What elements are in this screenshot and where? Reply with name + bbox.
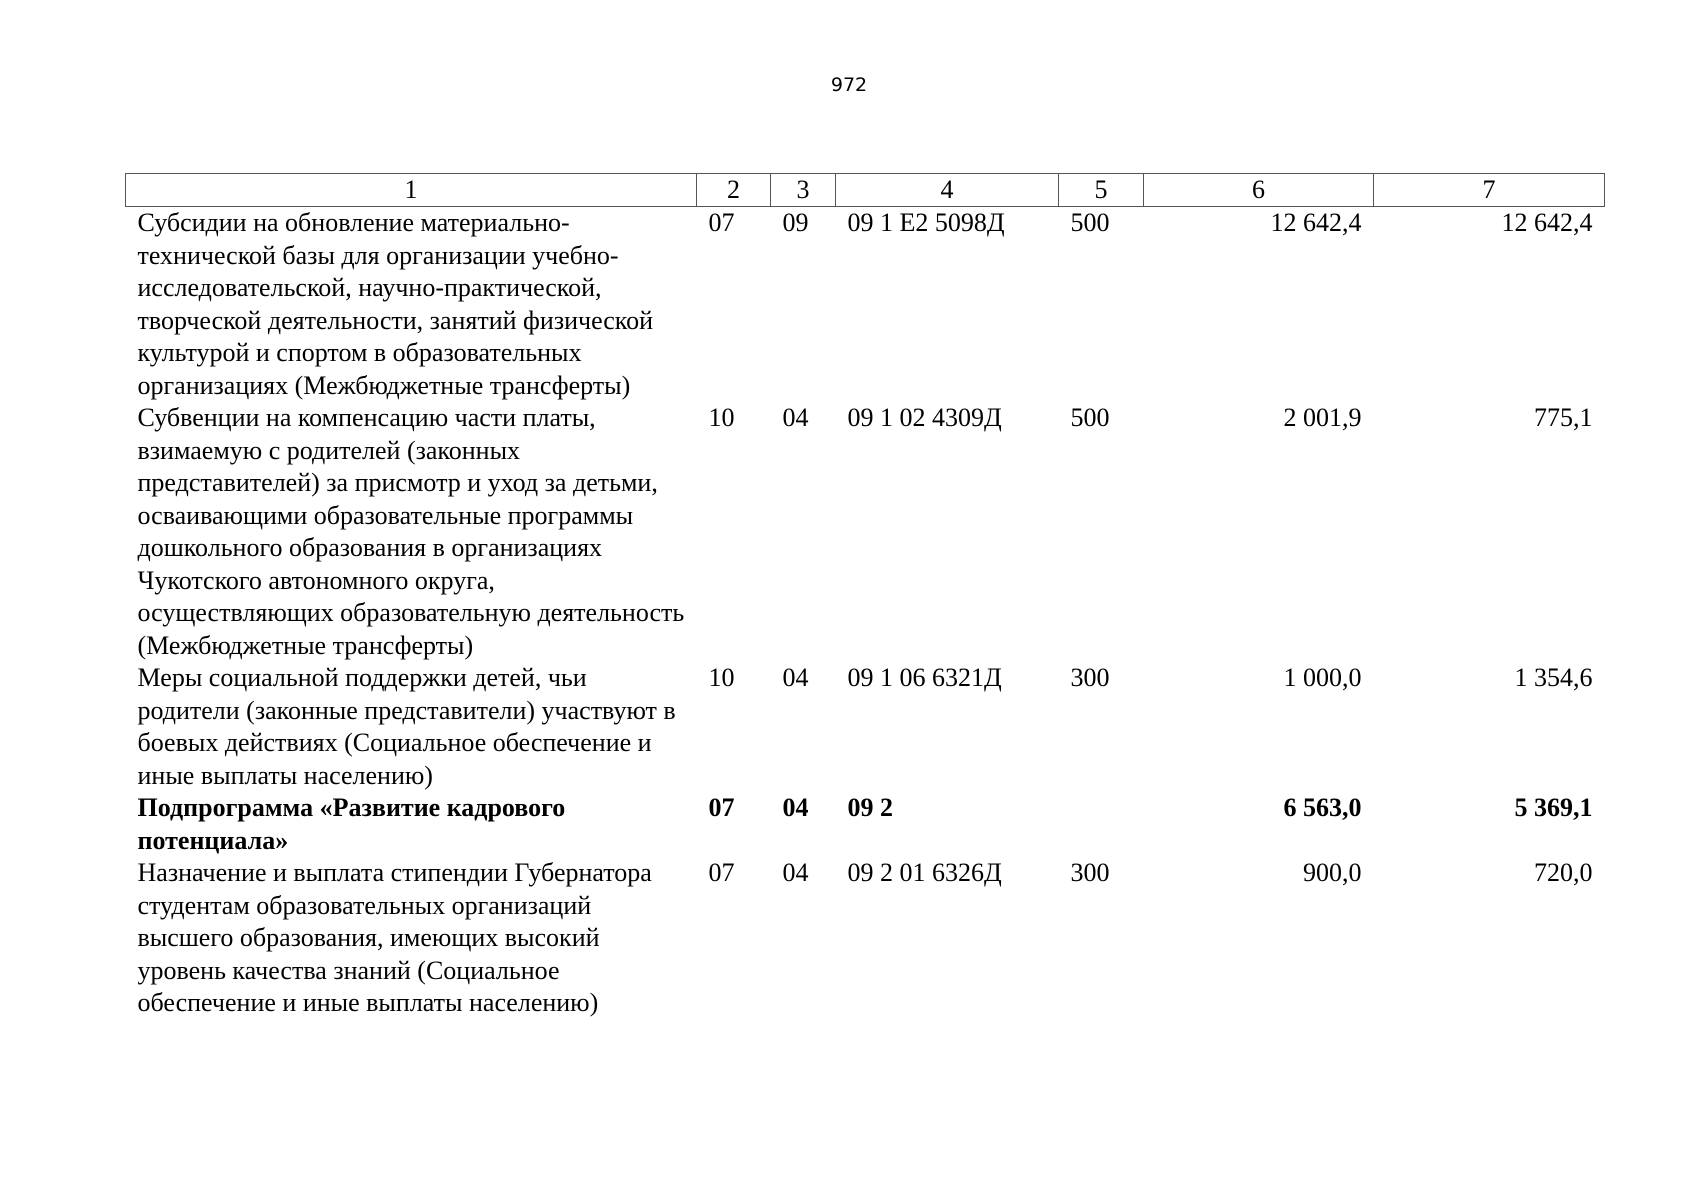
row-amount-7: 12 642,4: [1501, 208, 1593, 237]
page-number: 972: [830, 74, 868, 96]
row-section: 07: [708, 793, 735, 822]
row-amount-6: 900,0: [1303, 858, 1362, 887]
header-cell-2: 2: [697, 174, 771, 207]
row-amount-7: 775,1: [1534, 403, 1593, 432]
row-amount-7: 1 354,6: [1514, 663, 1593, 692]
row-expense-type: 500: [1070, 403, 1110, 432]
row-subsection: 09: [782, 208, 809, 237]
row-subsection: 04: [782, 793, 809, 822]
row-section: 07: [708, 858, 735, 887]
row-target-article: 09 1 02 4309Д: [847, 403, 1002, 432]
row-target-article: 09 2: [847, 793, 893, 822]
header-row: [126, 174, 1605, 207]
table-header: [126, 174, 1605, 207]
row-expense-type: [1059, 792, 1144, 857]
row-subsection: 04: [782, 403, 809, 432]
row-target-article: 09 2 01 6326Д: [847, 858, 1002, 887]
row-amount-6: 6 563,0: [1283, 793, 1362, 822]
row-amount-6: 12 642,4: [1270, 208, 1362, 237]
row-section: 10: [708, 403, 735, 432]
row-expense-type: 500: [1070, 208, 1110, 237]
table-row: [126, 857, 1605, 1020]
row-subsection: 04: [782, 858, 809, 887]
header-cell-3: 3: [771, 174, 836, 207]
table-body: [126, 207, 1605, 1020]
row-amount-6: 1 000,0: [1283, 663, 1362, 692]
subprogram-row: [126, 792, 1605, 857]
row-subsection: 04: [782, 663, 809, 692]
row-description: Назначение и выплата стипендии Губернатора студентам образовательных организаций высшего образования, имеющих высокий уровень качества знаний (Социальное обеспечение и иные выплаты населению): [137, 858, 652, 1017]
row-description: Меры социальной поддержки детей, чьи родители (законные представители) участвуют в боевых действиях (Социальное обеспечение и иные выплаты населению): [137, 663, 676, 790]
header-cell-7: 7: [1374, 174, 1605, 207]
row-target-article: 09 1 06 6321Д: [847, 663, 1002, 692]
row-amount-7: 720,0: [1534, 858, 1593, 887]
row-expense-type: 300: [1070, 663, 1110, 692]
header-cell-5: 5: [1059, 174, 1144, 207]
table-row: [126, 662, 1605, 792]
row-description: Субсидии на обновление материально-технической базы для организации учебно-исследовательской, научно-практической, творческой деятельности, занятий физической культурой и спортом в образовательных организациях (Межбюджетные трансферты): [137, 208, 654, 400]
table-row: [126, 402, 1605, 662]
row-section: 07: [708, 208, 735, 237]
row-description: Субвенции на компенсацию части платы, взимаемую с родителей (законных представителей) за присмотр и уход за детьми, осваивающими образовательные программы дошкольного образования в организациях Чукотского автономного округа, осуществляющих образовательную деятельность (Межбюджетные трансферты): [137, 403, 685, 660]
row-amount-7: 5 369,1: [1514, 793, 1593, 822]
row-amount-6: 2 001,9: [1283, 403, 1362, 432]
header-cell-4: 4: [836, 174, 1059, 207]
header-cell-1: 1: [126, 174, 697, 207]
row-target-article: 09 1 Е2 5098Д: [847, 208, 1005, 237]
row-section: 10: [708, 663, 735, 692]
row-expense-type: 300: [1070, 858, 1110, 887]
header-cell-6: 6: [1144, 174, 1374, 207]
budget-table: [125, 173, 1605, 1020]
table-row: [126, 207, 1605, 403]
row-description: Подпрограмма «Развитие кадрового потенциала»: [137, 793, 566, 855]
